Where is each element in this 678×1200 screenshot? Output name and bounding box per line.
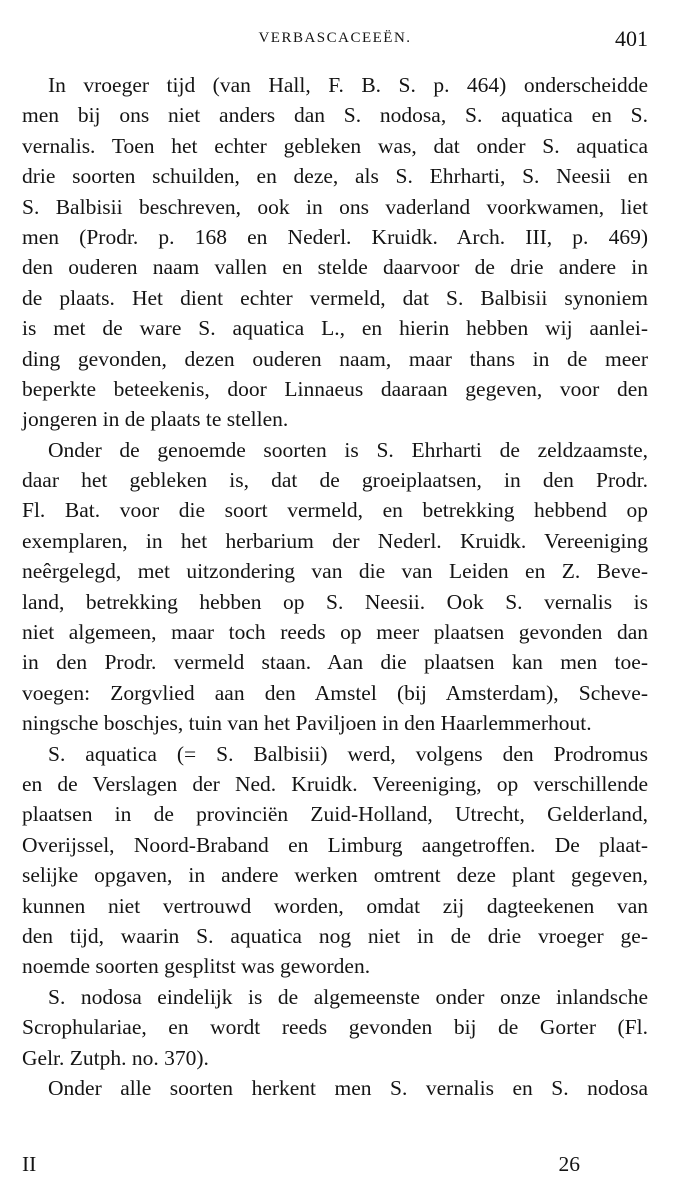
text-line: den tijd, waarin S. aquatica nog niet in de drie vroeger ge-: [22, 923, 648, 948]
text-line: Onder de genoemde soorten is S. Ehrharti de zeldzaamste,: [48, 437, 648, 462]
text-line: drie soorten schuilden, en deze, als S. Ehrharti, S. Neesii en: [22, 164, 648, 189]
text-line: in den Prodr. vermeld staan. Aan die plaatsen kan men toe-: [22, 650, 648, 675]
text-line: selijke opgaven, in andere werken omtrent deze plant gegeven,: [22, 863, 648, 888]
body-text: [22, 70, 648, 1103]
text-line: neêrgelegd, met uitzondering van die van Leiden en Z. Beve-: [22, 559, 648, 584]
text-line: en de Verslagen der Ned. Kruidk. Vereeniging, op verschillende: [22, 771, 648, 796]
text-line: Onder alle soorten herkent men S. vernalis en S. nodosa: [48, 1075, 648, 1100]
sheet-number: 26: [558, 1152, 580, 1176]
text-line: vernalis. Toen het echter gebleken was, dat onder S. aquatica: [22, 133, 648, 158]
text-line: beperkte beteekenis, door Linnaeus daaraan gegeven, voor den: [22, 376, 648, 401]
text-line: niet algemeen, maar toch reeds op meer plaatsen gevonden dan: [22, 620, 648, 645]
page-footer: [22, 1152, 580, 1182]
text-line: men bij ons niet anders dan S. nodosa, S. aquatica en S.: [22, 103, 648, 128]
text-line: den ouderen naam vallen en stelde daarvoor de drie andere in: [22, 255, 648, 280]
page-header: [22, 26, 648, 56]
text-line: ningsche boschjes, tuin van het Paviljoen in den Haarlemmerhout.: [22, 711, 592, 736]
text-line: Overijssel, Noord-Braband en Limburg aangetroffen. De plaat-: [22, 832, 648, 857]
text-line: land, betrekking hebben op S. Neesii. Ook S. vernalis is: [22, 589, 648, 614]
text-line: Fl. Bat. voor die soort vermeld, en betrekking hebbend op: [22, 498, 648, 523]
text-line: S. nodosa eindelijk is de algemeenste onder onze inlandsche: [48, 984, 648, 1009]
text-line: S. aquatica (= S. Balbisii) werd, volgens den Prodromus: [48, 741, 648, 766]
text-line: voegen: Zorgvlied aan den Amstel (bij Amsterdam), Scheve-: [22, 680, 648, 705]
text-line: men (Prodr. p. 168 en Nederl. Kruidk. Arch. III, p. 469): [22, 224, 648, 249]
text-line: daar het gebleken is, dat de groeiplaatsen, in den Prodr.: [22, 468, 648, 493]
running-head: VERBASCACEEËN.: [258, 30, 412, 46]
text-line: Scrophulariae, en wordt reeds gevonden bij de Gorter (Fl.: [22, 1015, 648, 1040]
text-line: exemplaren, in het herbarium der Nederl. Kruidk. Vereeniging: [22, 528, 648, 553]
text-line: kunnen niet vertrouwd worden, omdat zij dagteekenen van: [22, 893, 648, 918]
page-number: 401: [615, 26, 648, 51]
text-line: ding gevonden, dezen ouderen naam, maar thans in de meer: [22, 346, 648, 371]
text-line: Gelr. Zutph. no. 370).: [22, 1045, 209, 1070]
text-line: S. Balbisii beschreven, ook in ons vaderland voorkwamen, liet: [22, 194, 648, 219]
text-line: plaatsen in de provinciën Zuid-Holland, Utrecht, Gelderland,: [22, 802, 648, 827]
text-line: jongeren in de plaats te stellen.: [22, 407, 289, 432]
text-line: In vroeger tijd (van Hall, F. B. S. p. 464) onderscheidde: [48, 73, 648, 97]
text-line: de plaats. Het dient echter vermeld, dat S. Balbisii synoniem: [22, 285, 648, 310]
signature-mark: II: [22, 1152, 37, 1176]
text-line: noemde soorten gesplitst was geworden.: [22, 954, 371, 979]
text-line: is met de ware S. aquatica L., en hierin hebben wij aanlei-: [22, 316, 648, 341]
